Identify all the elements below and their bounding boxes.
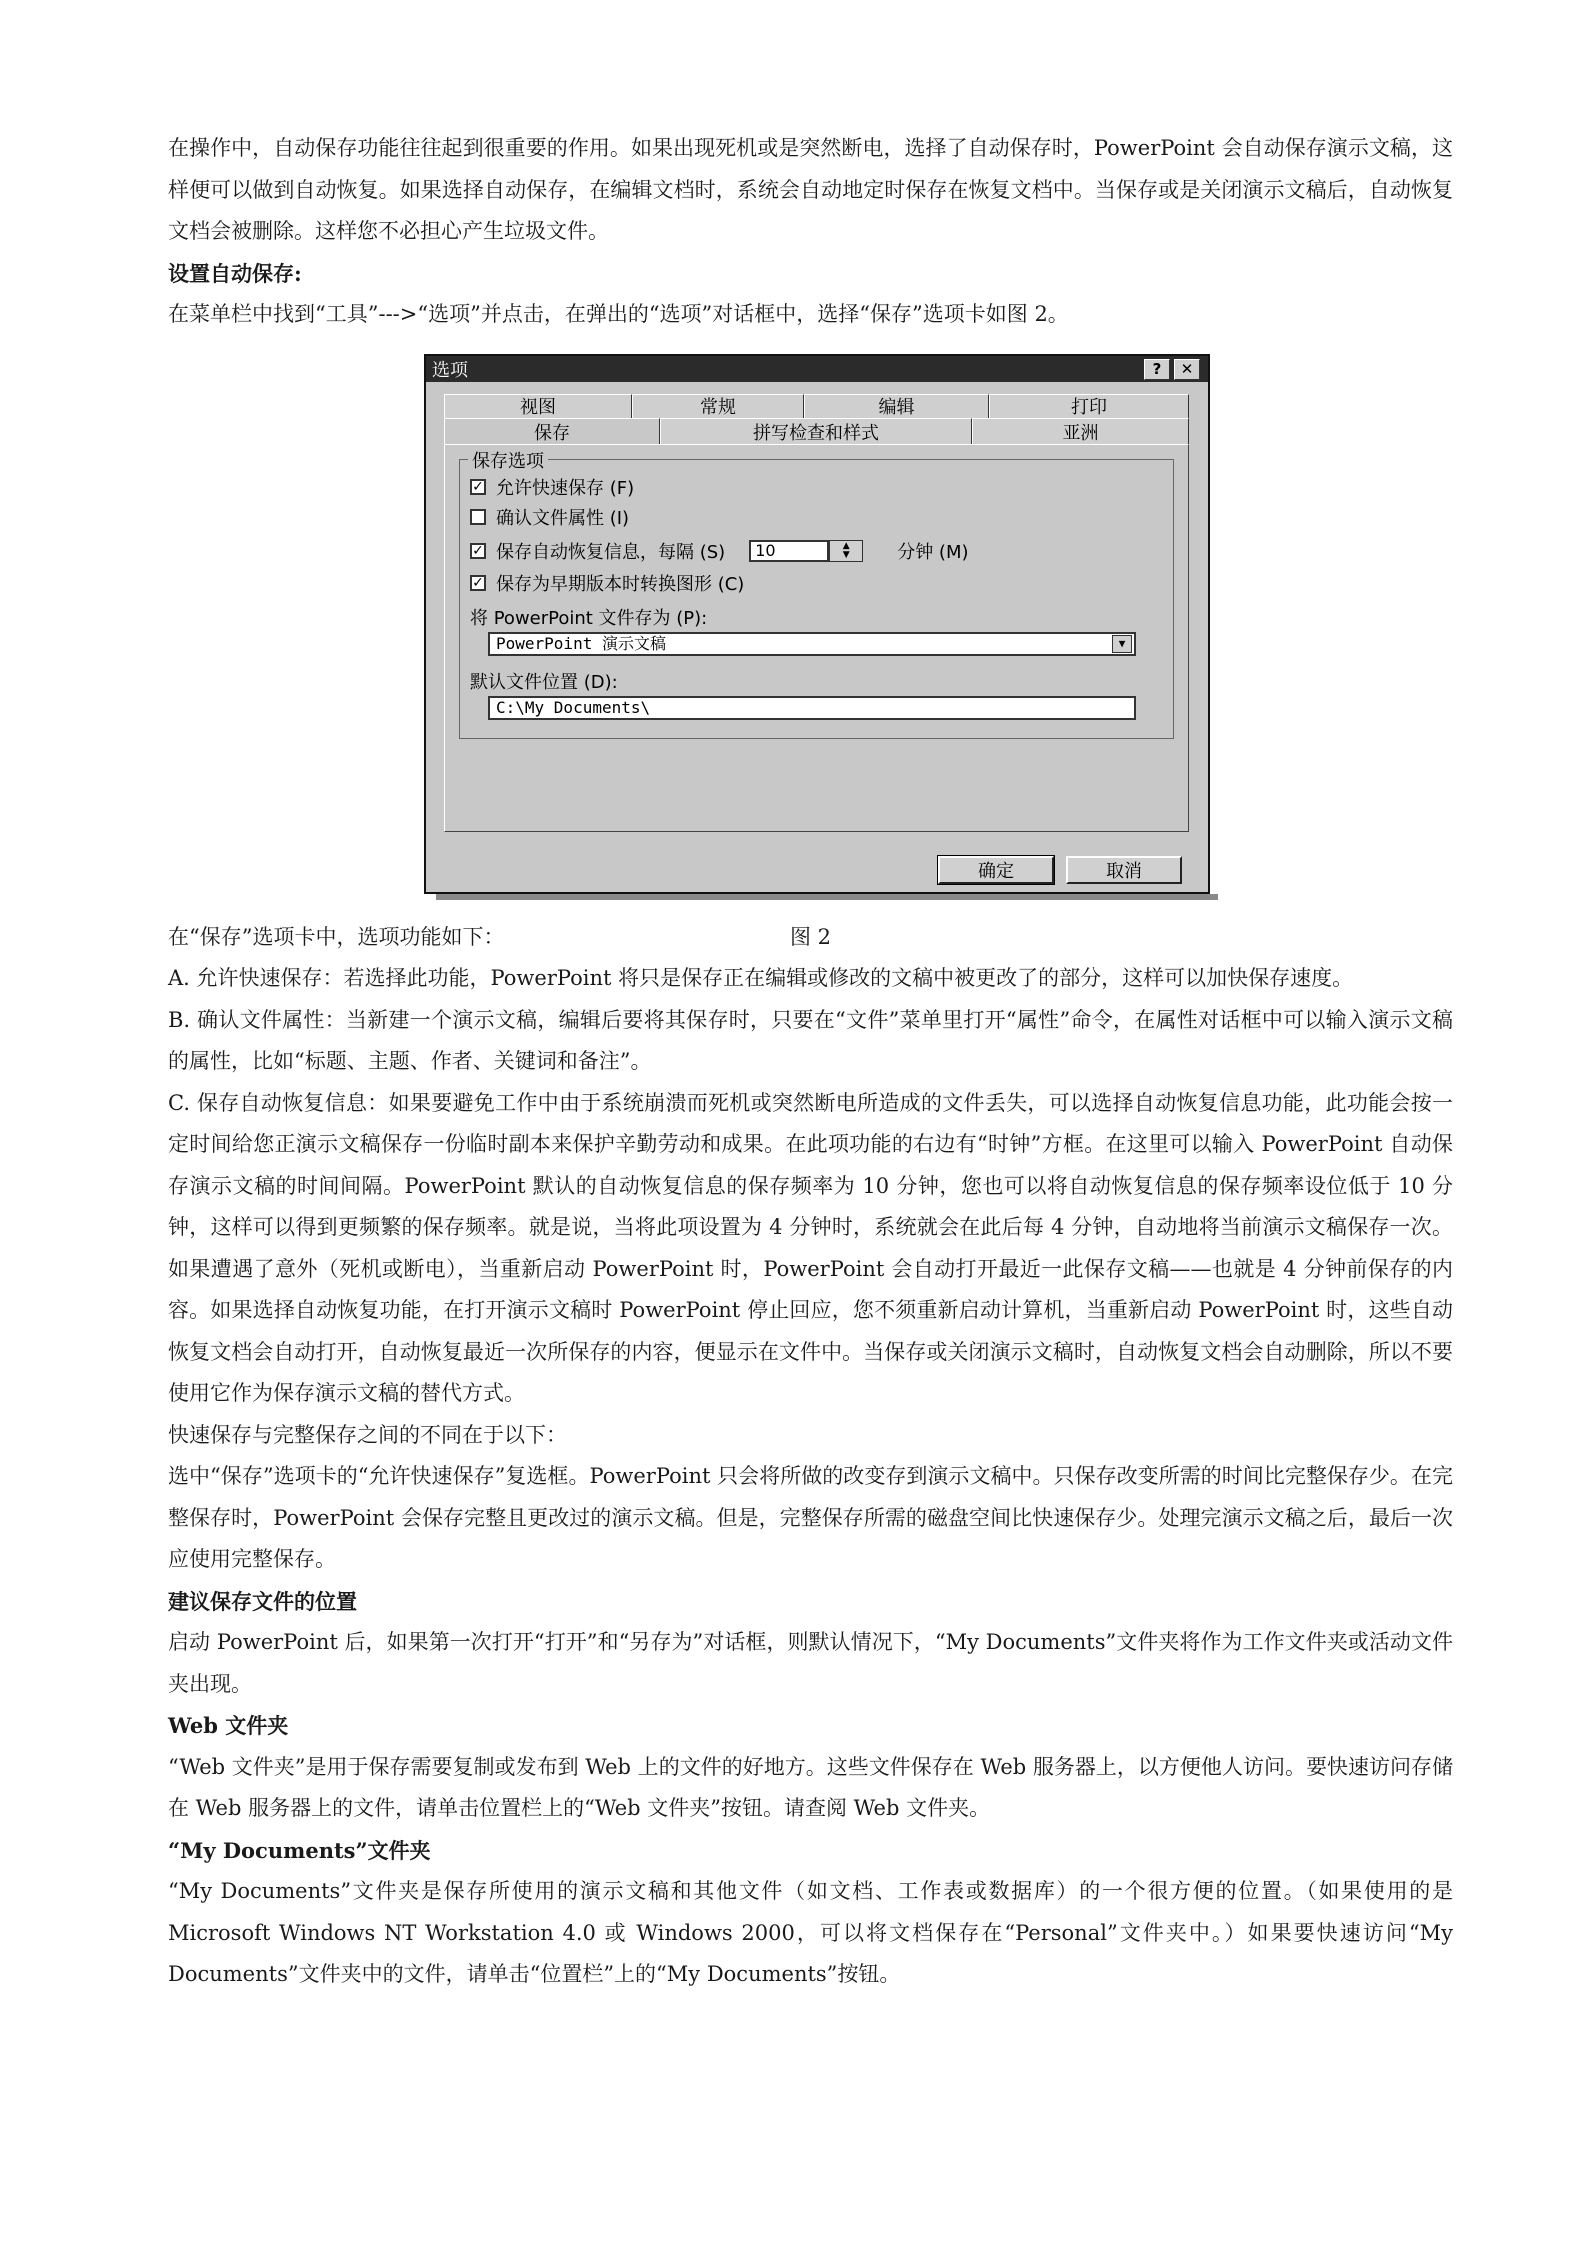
fast-save-option[interactable] — [470, 474, 634, 500]
location-paragraph: 启动 PowerPoint 后，如果第一次打开“打开”和“另存为”对话框，则默认情况下，“My Documents”文件夹将作为工作文件夹或活动文件夹出现。 — [168, 1630, 1453, 1696]
save-tab-panel — [444, 444, 1189, 832]
tab-print[interactable]: 打印 — [989, 394, 1189, 418]
minutes-label: 分钟 (M) — [897, 541, 969, 563]
save-as-value: PowerPoint 演示文稿 — [496, 633, 666, 653]
fast-save-checkbox[interactable]: ✓ — [470, 479, 486, 495]
spin-up-icon[interactable]: ▲ — [842, 540, 850, 551]
heading-my-documents: “My Documents”文件夹 — [168, 1837, 431, 1863]
save-options-label: 保存选项 — [468, 447, 548, 473]
tab-edit[interactable]: 编辑 — [804, 394, 989, 418]
dialog-titlebar — [426, 356, 1208, 382]
save-as-label: 将 PowerPoint 文件存为 (P): — [470, 607, 708, 629]
dialog-title: 选项 — [432, 359, 468, 381]
autorecover-option[interactable] — [470, 538, 969, 564]
tab-row-front — [444, 418, 1189, 445]
help-button[interactable]: ? — [1144, 359, 1170, 380]
document-page — [168, 128, 1453, 1996]
ok-button[interactable]: 确定 — [938, 856, 1054, 884]
close-button[interactable]: ✕ — [1174, 359, 1200, 380]
save-tab-intro: 在“保存”选项卡中，选项功能如下： — [168, 924, 505, 949]
convert-graphics-label: 保存为早期版本时转换图形 (C) — [496, 573, 745, 595]
tab-asian[interactable]: 亚洲 — [972, 418, 1189, 445]
dialog-shadow — [436, 894, 1218, 900]
intro-paragraph: 在操作中，自动保存功能往往起到很重要的作用。如果出现死机或是突然断电，选择了自动保存时，PowerPoint 会自动保存演示文稿，这样便可以做到自动恢复。如果选择自动保存，在编辑文档时，系统会自动地定时保存在恢复文档中。当保存或是关闭演示文稿后，自动恢复文档会被删除。这样您不必担心产生垃圾文件。 — [168, 136, 1453, 243]
default-location-input[interactable]: C:\My Documents\ — [488, 696, 1136, 720]
confirm-props-label: 确认文件属性 (I) — [496, 507, 630, 529]
tab-spelling-style[interactable]: 拼写检查和样式 — [660, 418, 972, 445]
confirm-props-option[interactable] — [470, 504, 629, 530]
autorecover-label: 保存自动恢复信息，每隔 (S) — [496, 541, 726, 563]
tab-general[interactable]: 常规 — [632, 394, 804, 418]
item-c-paragraph: C. 保存自动恢复信息：如果要避免工作中由于系统崩溃而死机或突然断电所造成的文件丢失，可以选择自动恢复信息功能，此功能会按一定时间给您正演示文稿保存一份临时副本来保护辛勤劳动和成果。在此项功能的右边有“时钟”方框。在这里可以输入 PowerPoint 自动保存演示文稿的时间间隔。PowerPoint 默认的自动恢复信息的保存频率为 10 分钟，您也可以将自动恢复信息的保存频率设位低于 10 分钟，这样可以得到更频繁的保存频率。就是说，当将此项设置为 4 分钟时，系统就会在此后每 4 分钟，自动地将当前演示文稿保存一次。如果遭遇了意外（死机或断电），当重新启动 PowerPoint 时，PowerPoint 会自动打开最近一此保存文稿——也就是 4 分钟前保存的内容。如果选择自动恢复功能，在打开演示文稿时 PowerPoint 停止回应，您不须重新启动计算机，当重新启动 PowerPoint 时，这些自动恢复文档会自动打开，自动恢复最近一次所保存的内容，便显示在文件中。当保存或关闭演示文稿时，自动恢复文档会自动删除，所以不要使用它作为保存演示文稿的替代方式。 — [168, 1090, 1453, 1405]
autorecover-checkbox[interactable]: ✓ — [470, 543, 486, 559]
heading-save-location: 建议保存文件的位置 — [168, 1588, 357, 1614]
item-b-paragraph: B. 确认文件属性：当新建一个演示文稿，编辑后要将其保存时，只要在“文件”菜单里打开“属性”命令，在属性对话框中可以输入演示文稿的属性，比如“标题、主题、作者、关键词和备注”。 — [168, 1007, 1453, 1073]
fast-save-label: 允许快速保存 (F) — [496, 477, 635, 499]
my-documents-paragraph: “My Documents”文件夹是保存所使用的演示文稿和其他文件（如文档、工作表或数据库）的一个很方便的位置。（如果使用的是 Microsoft Windows NT Workstation 4.0 或 Windows 2000，可以将文档保存在“Personal”文件夹中。）如果要快速访问“My Documents”文件夹中的文件，请单击“位置栏”上的“My Documents”按钮。 — [168, 1879, 1453, 1986]
save-as-select[interactable] — [488, 632, 1136, 656]
autorecover-minutes-input[interactable]: 10 — [749, 540, 829, 562]
options-dialog — [424, 354, 1210, 894]
tab-save[interactable]: 保存 — [444, 418, 660, 445]
item-a-paragraph: A. 允许快速保存：若选择此功能，PowerPoint 将只是保存正在编辑或修改的文稿中被更改了的部分，这样可以加快保存速度。 — [168, 966, 1354, 990]
difference-paragraph: 选中“保存”选项卡的“允许快速保存”复选框。PowerPoint 只会将所做的改变存到演示文稿中。只保存改变所需的时间比完整保存少。在完整保存时，PowerPoint 会保存完整且更改过的演示文稿。但是，完整保存所需的磁盘空间比快速保存少。处理完演示文稿之后，最后一次应使用完整保存。 — [168, 1464, 1453, 1571]
spin-down-icon[interactable]: ▼ — [842, 549, 850, 560]
save-options-group — [459, 450, 1174, 739]
tab-row-back — [444, 394, 1189, 418]
default-location-label-row — [470, 668, 618, 694]
web-folder-paragraph: “Web 文件夹”是用于保存需要复制或发布到 Web 上的文件的好地方。这些文件保存在 Web 服务器上，以方便他人访问。要快速访问存储在 Web 服务器上的文件，请单击位置栏上的“Web 文件夹”按钮。请查阅 Web 文件夹。 — [168, 1754, 1453, 1820]
save-as-label-row — [470, 604, 707, 630]
tab-view[interactable]: 视图 — [444, 394, 632, 418]
default-location-label: 默认文件位置 (D): — [470, 671, 618, 693]
figure-caption: 图 2 — [789, 924, 832, 949]
cancel-button[interactable]: 取消 — [1066, 856, 1182, 884]
heading-setup-autosave: 设置自动保存: — [168, 260, 302, 286]
minutes-spinner[interactable] — [829, 540, 863, 562]
convert-graphics-option[interactable] — [470, 570, 744, 596]
heading-web-folder: Web 文件夹 — [168, 1713, 289, 1738]
dropdown-arrow-icon[interactable]: ▼ — [1112, 635, 1132, 653]
convert-graphics-checkbox[interactable]: ✓ — [470, 575, 486, 591]
confirm-props-checkbox[interactable] — [470, 509, 486, 525]
difference-intro: 快速保存与完整保存之间的不同在于以下： — [168, 1422, 567, 1447]
setup-paragraph: 在菜单栏中找到“工具”--->“选项”并点击，在弹出的“选项”对话框中，选择“保存”选项卡如图 2。 — [168, 302, 1069, 326]
